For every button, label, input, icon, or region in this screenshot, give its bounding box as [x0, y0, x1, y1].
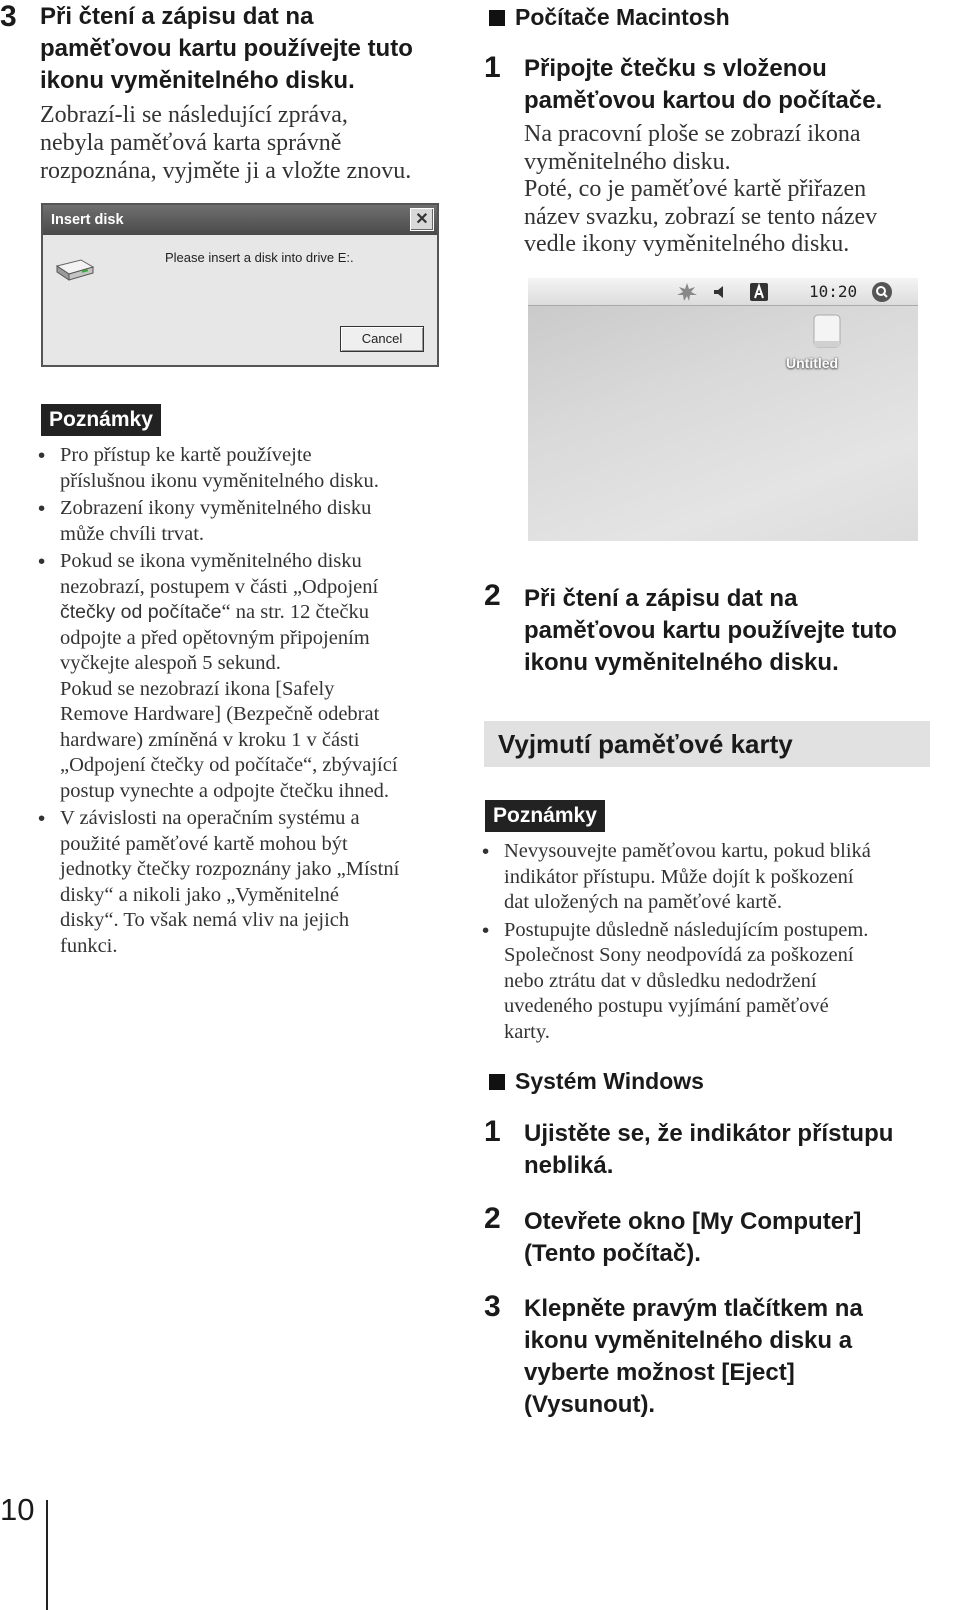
macintosh-heading: [489, 2, 730, 32]
notes-list-right: [482, 839, 932, 1045]
input-menu-icon[interactable]: [750, 283, 768, 301]
note-text: nezobrazí, postupem v části „Odpojení: [60, 575, 379, 598]
bullet-icon: •: [38, 807, 46, 830]
step-3-body: [40, 101, 460, 185]
note-line: může chvíli trvat.: [60, 522, 205, 545]
mac-step-2-heading-line: ikonu vyměnitelného disku.: [524, 649, 839, 676]
cross-reference-link: čtečky od počítače: [60, 601, 222, 623]
note-item: [38, 443, 458, 494]
mac-step-1-body-line: vedle ikony vyměnitelného disku.: [524, 231, 850, 257]
win-step-3-heading-line: Klepněte pravým tlačítkem na: [524, 1295, 863, 1322]
mac-step-1-heading-line: Připojte čtečku s vloženou: [524, 55, 827, 82]
notes-label-left-wrap: [41, 404, 161, 436]
macintosh-heading-text: Počítače Macintosh: [515, 4, 730, 30]
win-step-3-number: 3: [484, 1290, 501, 1323]
removable-disk-icon[interactable]: [811, 313, 843, 351]
note-line: Pokud se nezobrazí ikona [Safely: [60, 677, 335, 700]
note-line: nebo ztrátu dat v důsledku nedodržení: [504, 969, 817, 992]
mac-step-2-heading-line: Při čtení a zápisu dat na: [524, 585, 798, 612]
note-line: disky“ a nikoli jako „Vyměnitelné: [60, 883, 339, 906]
note-line: jednotky čtečky rozpoznány jako „Místní: [60, 858, 400, 880]
note-line: [60, 575, 458, 601]
note-line: Pro přístup ke kartě používejte: [60, 444, 312, 466]
win-step-1-number: 1: [484, 1115, 501, 1148]
note-line: vyčkejte alespoň 5 sekund.: [60, 652, 281, 674]
win-step-2-heading-line: (Tento počítač).: [524, 1240, 701, 1267]
note-item: [38, 496, 458, 547]
note-line: V závislosti na operačním systému a: [60, 807, 360, 829]
mac-step-2-number: 2: [484, 579, 501, 612]
step-3-body-line: nebyla paměťová karta správně: [40, 130, 342, 156]
note-line: dat uložených na paměťové kartě.: [504, 891, 782, 913]
note-item: [482, 839, 932, 916]
notes-label: Poznámky: [485, 800, 605, 832]
mac-menubar: [528, 278, 918, 306]
step-3-number: 3: [0, 0, 17, 33]
note-line: Pokud se ikona vyměnitelného disku: [60, 550, 362, 572]
note-line: disky“. To však nemá vliv na jejich: [60, 909, 350, 931]
notes-label: Poznámky: [41, 404, 161, 436]
note-line: postup vynechte a odpojte čtečku ihned.: [60, 779, 390, 802]
win-step-3-heading: [524, 1293, 944, 1421]
note-line: Remove Hardware] (Bezpečně odebrat: [60, 703, 380, 725]
mac-step-1-body-line: Poté, co je paměťové kartě přiřazen: [524, 176, 867, 202]
notes-label-right-wrap: [485, 800, 605, 832]
mac-step-2-heading: [524, 583, 944, 679]
note-text: “ na str. 12 čtečku: [221, 601, 369, 623]
bullet-icon: •: [482, 918, 490, 942]
win-step-1-heading-line: nebliká.: [524, 1152, 614, 1179]
step-3-heading-line: Při čtení a zápisu dat na: [40, 3, 314, 30]
mac-step-1-body-line: název svazku, zobrazí se tento název: [524, 203, 878, 230]
win-step-2-heading-line: Otevřete okno [My Computer]: [524, 1208, 862, 1235]
section-title: Vyjmutí paměťové karty: [498, 729, 793, 759]
dialog-titlebar: [43, 205, 437, 235]
menubar-clock: 10:20: [809, 282, 858, 301]
windows-heading-text: Systém Windows: [515, 1068, 704, 1094]
square-bullet-icon: [489, 10, 505, 26]
win-step-1-heading: [524, 1118, 944, 1182]
windows-heading: [489, 1066, 704, 1096]
leaf-icon[interactable]: [676, 282, 698, 302]
insert-disk-dialog: [41, 203, 439, 367]
volume-label[interactable]: Untitled: [786, 355, 839, 371]
win-step-3-heading-line: (Vysunout).: [524, 1391, 656, 1418]
note-line: funkci.: [60, 934, 118, 957]
bullet-icon: •: [38, 550, 46, 573]
win-step-1-heading-line: Ujistěte se, že indikátor přístupu: [524, 1120, 894, 1147]
step-3-heading-line: ikonu vyměnitelného disku.: [40, 67, 355, 94]
win-step-2-number: 2: [484, 1202, 501, 1235]
note-line: [60, 600, 458, 626]
step-3-body-line: Zobrazí-li se následující zpráva,: [40, 102, 348, 128]
mac-step-1-body-line: vyměnitelného disku.: [524, 148, 731, 175]
notes-list-left: [38, 443, 458, 959]
section-banner: [484, 721, 930, 767]
note-line: uvedeného postupu vyjímání paměťové: [504, 995, 829, 1017]
note-line: karty.: [504, 1020, 550, 1043]
mac-step-1-heading: [524, 53, 944, 117]
dialog-message: Please insert a disk into drive E:.: [165, 250, 354, 265]
mac-desktop-screenshot: [528, 278, 918, 541]
note-line: odpojte a před opětovným připojením: [60, 626, 370, 649]
step-3-heading: [40, 1, 460, 97]
note-line: indikátor přístupu. Může dojít k poškození: [504, 865, 854, 888]
close-icon[interactable]: ✕: [410, 208, 434, 231]
mac-step-1-number: 1: [484, 51, 501, 84]
cancel-button[interactable]: Cancel: [340, 326, 424, 352]
note-line: hardware) zmíněná v kroku 1 v části: [60, 728, 360, 751]
page-number: 10: [0, 1492, 35, 1527]
note-item: [38, 549, 458, 804]
mac-step-1-body: [524, 121, 944, 259]
win-step-2-heading: [524, 1206, 944, 1270]
mac-step-1-heading-line: paměťovou kartou do počítače.: [524, 87, 883, 114]
note-item: [482, 918, 932, 1046]
note-line: příslušnou ikonu vyměnitelného disku.: [60, 469, 379, 492]
square-bullet-icon: [489, 1074, 505, 1090]
bullet-icon: •: [38, 497, 46, 520]
note-line: Nevysouvejte paměťovou kartu, pokud bliká: [504, 840, 871, 862]
note-line: Postupujte důsledně následujícím postupem.: [504, 918, 869, 941]
note-line: „Odpojení čtečky od počítače“, zbývající: [60, 754, 398, 776]
spotlight-search-icon[interactable]: [871, 281, 893, 303]
mac-step-2-heading-line: paměťovou kartu používejte tuto: [524, 617, 897, 644]
bullet-icon: •: [482, 840, 490, 863]
win-step-3-heading-line: ikonu vyměnitelného disku a: [524, 1327, 853, 1354]
note-item: [38, 806, 458, 959]
mac-step-1-body-line: Na pracovní ploše se zobrazí ikona: [524, 121, 861, 147]
step-3-body-line: rozpoznána, vyjměte ji a vložte znovu.: [40, 158, 412, 184]
removable-disk-icon: [55, 257, 95, 283]
win-step-3-heading-line: vyberte možnost [Eject]: [524, 1359, 795, 1386]
note-line: Společnost Sony neodpovídá za poškození: [504, 944, 854, 966]
step-3-heading-line: paměťovou kartu používejte tuto: [40, 35, 413, 62]
note-line: použité paměťové kartě mohou být: [60, 832, 348, 855]
page-number-rule: [46, 1500, 48, 1610]
bullet-icon: •: [38, 444, 46, 467]
note-line: Zobrazení ikony vyměnitelného disku: [60, 497, 372, 519]
volume-icon[interactable]: [712, 284, 728, 300]
dialog-title: Insert disk: [51, 212, 124, 228]
